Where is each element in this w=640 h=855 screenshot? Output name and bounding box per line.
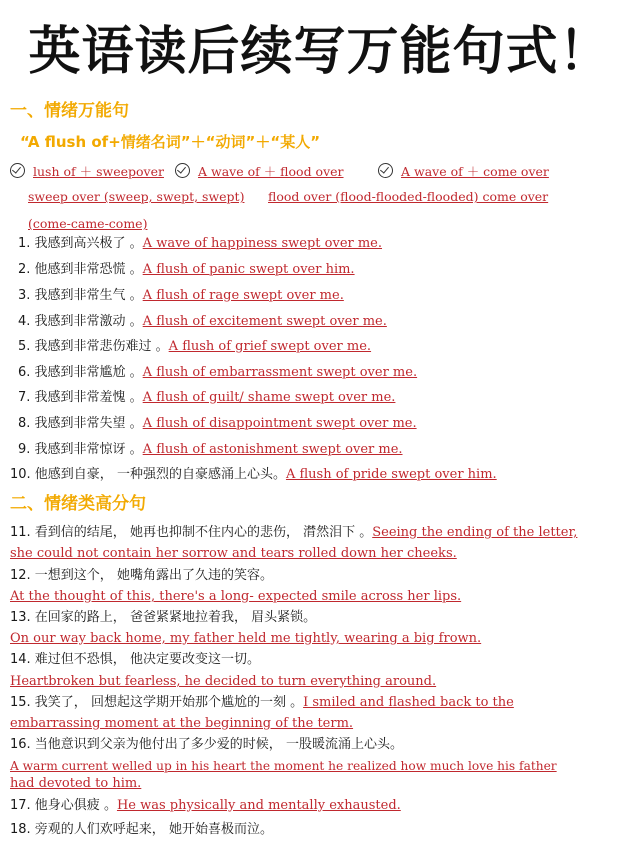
section2-heading: 二、情绪类高分句 — [10, 494, 146, 514]
check-circle-icon — [378, 163, 393, 178]
list-item: 18. 旁观的人们欢呼起来， 她开始喜极而泣。 — [10, 822, 273, 837]
list-item: 7. 我感到非常羞愧 。A flush of guilt/ shame swept over me. — [18, 390, 396, 405]
vocab-item-a: lush of ＋ sweepover — [10, 163, 164, 182]
list-item-continuation: embarrassing moment at the beginning of the term. — [10, 716, 354, 731]
list-item: 15. 我笑了， 回想起这学期开始那个尴尬的一刻 。I smiled and flashed back to the — [10, 695, 514, 710]
list-item: 17. 他身心俱疲 。He was physically and mentally exhausted. — [10, 798, 401, 813]
list-item: 16. 当他意识到父亲为他付出了多少爱的时候， 一股暖流涌上心头。 — [10, 737, 403, 752]
check-circle-icon — [10, 163, 25, 178]
list-item: 4. 我感到非常激动 。A flush of excitement swept over me. — [18, 314, 387, 329]
list-item: 6. 我感到非常尴尬 。A flush of embarrassment swept over me. — [18, 365, 418, 380]
vocab-item-e: flood over (flood-flooded-flooded) come over — [268, 189, 549, 204]
vocab-item-b: A wave of ＋ flood over — [175, 163, 344, 182]
list-item: 13. 在回家的路上， 爸爸紧紧地拉着我， 眉头紧锁。 — [10, 610, 317, 625]
vocab-item-d: sweep over (sweep, swept, swept) — [28, 189, 245, 204]
list-item: 8. 我感到非常失望 。A flush of disappointment swept over me. — [18, 416, 417, 431]
list-item: 1. 我感到高兴极了 。A wave of happiness swept over me. — [18, 236, 383, 251]
list-item: 11. 看到信的结尾， 她再也抑制不住内心的悲伤， 潸然泪下 。Seeing the ending of the letter, — [10, 525, 578, 540]
list-item-continuation: At the thought of this, there's a long- expected smile across her lips. — [10, 589, 462, 604]
list-item-continuation: she could not contain her sorrow and tears rolled down her cheeks. — [10, 546, 457, 561]
list-item-continuation: Heartbroken but fearless, he decided to turn everything around. — [10, 674, 437, 689]
vocab-item-f: (come-came-come) — [28, 216, 148, 231]
list-item: 12. 一想到这个， 她嘴角露出了久违的笑容。 — [10, 568, 273, 583]
formula: “A flush of+情绪名词”＋“动词”＋“某人” — [20, 133, 321, 151]
list-item: 10. 他感到自豪， 一种强烈的自豪感涌上心头。A flush of pride swept over him. — [10, 467, 497, 482]
list-item-continuation: A warm current welled up in his heart the moment he realized how much love his father — [10, 759, 557, 773]
page-title: 英语读后续写万能句式！ — [28, 22, 612, 82]
vocab-item-c: A wave of ＋ come over — [378, 163, 549, 182]
list-item: 5. 我感到非常悲伤难过 。A flush of grief swept over me. — [18, 339, 372, 354]
list-item: 9. 我感到非常惊讶 。A flush of astonishment swept over me. — [18, 442, 403, 457]
check-circle-icon — [175, 163, 190, 178]
list-item: 14. 难过但不恐惧， 他决定要改变这一切。 — [10, 652, 260, 667]
list-item-continuation: On our way back home, my father held me tightly, wearing a big frown. — [10, 631, 482, 646]
list-item: 3. 我感到非常生气 。A flush of rage swept over me. — [18, 288, 344, 303]
list-item: 2. 他感到非常恐慌 。A flush of panic swept over him. — [18, 262, 355, 277]
section1-heading: 一、情绪万能句 — [10, 101, 129, 121]
list-item-continuation: had devoted to him. — [10, 776, 142, 791]
